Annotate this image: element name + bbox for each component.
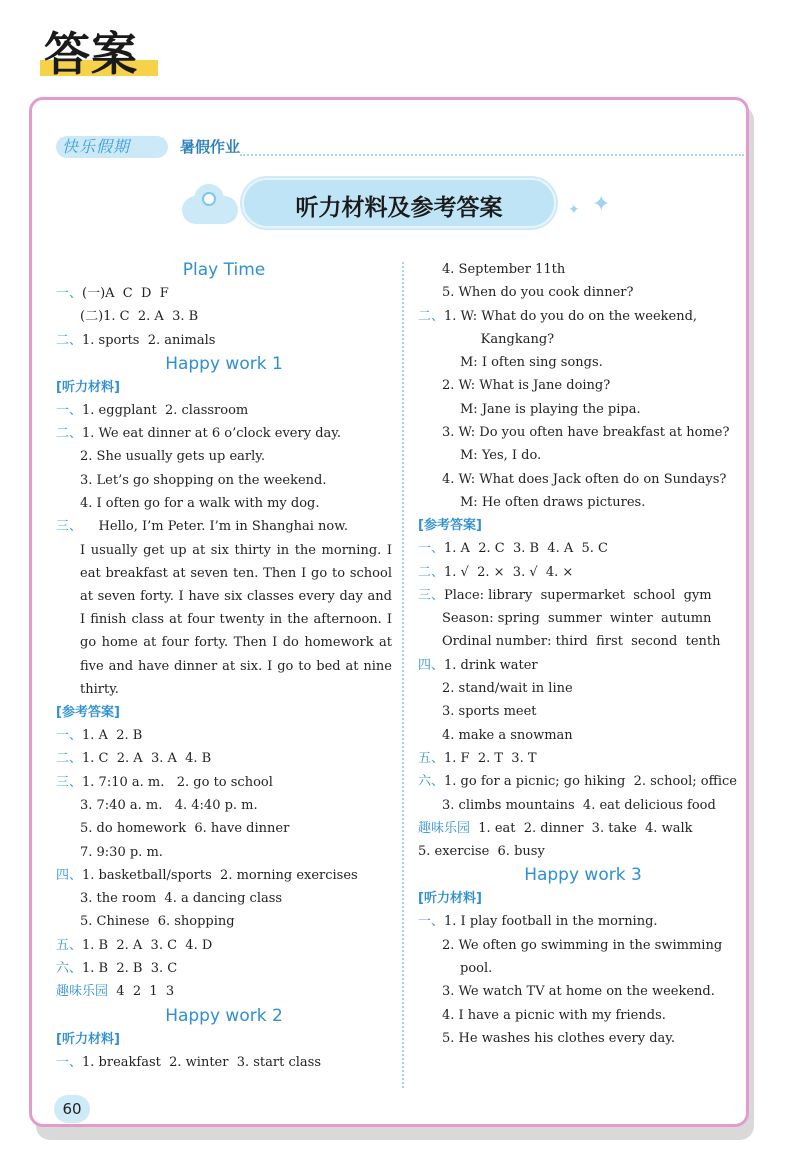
answer-text: 1. breakfast 2. winter 3. start class bbox=[82, 1054, 322, 1070]
answer-text: 4. September 11th bbox=[442, 262, 566, 277]
answer-line bbox=[418, 724, 748, 747]
item-number: 一、 bbox=[418, 914, 445, 930]
answer-line bbox=[56, 329, 392, 352]
answer-line bbox=[418, 398, 748, 421]
answer-text: 1. eat 2. dinner 3. take 4. walk bbox=[470, 820, 693, 836]
answer-text: 5. He washes his clothes every day. bbox=[442, 1030, 676, 1046]
item-number: 一、 bbox=[56, 728, 83, 744]
answer-line bbox=[56, 1051, 392, 1074]
item-number: 一、 bbox=[56, 1054, 83, 1070]
answer-line bbox=[418, 444, 748, 467]
answer-text: 7. 9:30 p. m. bbox=[80, 844, 163, 860]
item-number: 二、 bbox=[56, 332, 83, 348]
answer-text: Kangkang? bbox=[460, 331, 555, 347]
left-column bbox=[56, 258, 392, 1074]
item-number: 四、 bbox=[56, 867, 83, 883]
answer-line bbox=[56, 724, 392, 747]
answer-line bbox=[418, 607, 748, 630]
answer-line bbox=[418, 1004, 748, 1027]
answer-line bbox=[56, 422, 392, 445]
answer-text: 1. sports 2. animals bbox=[82, 332, 216, 348]
answer-text: (二)1. C 2. A 3. B bbox=[80, 309, 199, 325]
answer-text: 1. F 2. T 3. T bbox=[444, 750, 537, 766]
answer-text: 5. When do you cook dinner? bbox=[442, 285, 634, 301]
answer-text: 4. I often go for a walk with my dog. bbox=[80, 496, 320, 512]
answer-line bbox=[56, 399, 392, 422]
subsection-label: [参考答案] bbox=[418, 518, 482, 534]
answer-line bbox=[418, 840, 748, 863]
answer-text: 2. She usually gets up early. bbox=[80, 449, 266, 465]
answer-line bbox=[418, 654, 748, 677]
header-dotted-line bbox=[240, 154, 744, 156]
subsection-label: [听力材料] bbox=[56, 379, 120, 395]
answer-text: 1. √ 2. × 3. √ 4. × bbox=[444, 564, 574, 580]
item-number: 一、 bbox=[418, 541, 445, 557]
answer-line bbox=[418, 468, 748, 491]
answer-line bbox=[56, 980, 392, 1003]
answer-line bbox=[418, 328, 748, 351]
item-number: 三、 bbox=[418, 587, 445, 603]
answer-line bbox=[56, 305, 392, 328]
answer-text: 1. go for a picnic; go hiking 2. school; office bbox=[444, 774, 737, 790]
brand-label: 暑假作业 bbox=[180, 138, 241, 156]
answer-text: 2. stand/wait in line bbox=[442, 681, 573, 697]
answer-text: 2. W: What is Jane doing? bbox=[442, 378, 611, 394]
answer-text: 3. W: Do you often have breakfast at home? bbox=[442, 425, 730, 441]
answer-line bbox=[418, 305, 748, 328]
answer-line bbox=[56, 864, 392, 887]
answer-text: 1. eggplant 2. classroom bbox=[82, 402, 249, 418]
sparkle-icon: ✦ bbox=[568, 202, 580, 218]
answer-line bbox=[56, 445, 392, 468]
brand-script: 快乐假期 bbox=[62, 137, 131, 156]
cloud-icon bbox=[180, 182, 240, 226]
page-title: 答案 bbox=[44, 27, 138, 81]
answer-line bbox=[56, 934, 392, 957]
banner-title: 听力材料及参考答案 bbox=[295, 195, 503, 221]
answer-line bbox=[56, 771, 392, 794]
item-number: 五、 bbox=[418, 750, 445, 766]
answer-line bbox=[418, 421, 748, 444]
answer-line bbox=[418, 491, 748, 514]
subsection-label: [参考答案] bbox=[56, 705, 120, 721]
answer-line bbox=[56, 515, 392, 538]
item-number: 二、 bbox=[56, 751, 83, 767]
answer-text: 5. Chinese 6. shopping bbox=[80, 914, 235, 930]
listening-paragraph: I usually get up at six thirty in the morning. I eat breakfast at seven ten. Then I go to school at seven forty. I have six classes every day and I finish class at four twenty in the afternoon. I go home at four forty. Then I do homework at five and have dinner at six. I go to bed at nine thirty. bbox=[80, 542, 392, 697]
answer-text: 1. B 2. A 3. C 4. D bbox=[82, 937, 213, 953]
answer-line bbox=[418, 561, 748, 584]
answer-text: M: I often sing songs. bbox=[460, 355, 603, 371]
answer-line bbox=[418, 677, 748, 700]
answer-text: 5. do homework 6. have dinner bbox=[80, 821, 290, 837]
answer-text: Season: spring summer winter autumn bbox=[442, 611, 712, 627]
column-divider bbox=[402, 262, 404, 1088]
answer-line bbox=[418, 630, 748, 653]
item-number: 五、 bbox=[56, 937, 83, 953]
sparkle-icon: ✦ bbox=[592, 192, 611, 217]
answer-line bbox=[56, 747, 392, 770]
answer-text: 4 2 1 3 bbox=[108, 984, 175, 1000]
page-number: 60 bbox=[54, 1095, 90, 1123]
section-banner bbox=[180, 178, 630, 230]
item-number: 三、 bbox=[56, 519, 83, 535]
answer-text: 3. sports meet bbox=[442, 704, 537, 720]
answer-line bbox=[56, 910, 392, 933]
answer-text: Hello, I’m Peter. I’m in Shanghai now. bbox=[82, 519, 348, 535]
answer-line bbox=[418, 747, 748, 770]
answer-line bbox=[56, 957, 392, 980]
answer-text: 3. climbs mountains 4. eat delicious food bbox=[442, 797, 716, 813]
answer-line bbox=[418, 258, 748, 281]
answer-line bbox=[56, 887, 392, 910]
answer-text: 1. drink water bbox=[444, 657, 538, 673]
answer-text: 3. the room 4. a dancing class bbox=[80, 891, 283, 907]
answer-line bbox=[418, 281, 748, 304]
answer-text: Ordinal number: third first second tenth bbox=[442, 634, 721, 650]
answer-text: 3. Let’s go shopping on the weekend. bbox=[80, 472, 327, 488]
item-number: 六、 bbox=[418, 774, 445, 790]
answer-text: 1. W: What do you do on the weekend, bbox=[444, 308, 698, 324]
right-column bbox=[418, 258, 748, 1050]
answer-line bbox=[418, 957, 748, 980]
item-number: 六、 bbox=[56, 961, 83, 977]
subsection-label: [听力材料] bbox=[56, 1031, 120, 1047]
brand-logo bbox=[56, 128, 256, 158]
answer-line bbox=[56, 469, 392, 492]
answer-text: 1. 7:10 a. m. 2. go to school bbox=[82, 774, 273, 790]
answer-text: 3. We watch TV at home on the weekend. bbox=[442, 984, 715, 1000]
banner-pill bbox=[242, 178, 556, 228]
answer-text: 4. I have a picnic with my friends. bbox=[442, 1007, 666, 1023]
answer-text: M: He often draws pictures. bbox=[460, 494, 646, 510]
answer-line bbox=[418, 794, 748, 817]
answer-line bbox=[418, 537, 748, 560]
item-number: 四、 bbox=[418, 657, 445, 673]
answer-text: M: Jane is playing the pipa. bbox=[460, 401, 641, 417]
answer-text: 3. 7:40 a. m. 4. 4:40 p. m. bbox=[80, 797, 258, 813]
answer-line bbox=[56, 282, 392, 305]
answer-text: 1. A 2. B bbox=[82, 728, 143, 744]
answer-text: 1. C 2. A 3. A 4. B bbox=[82, 751, 212, 767]
answer-text: (一)A C D F bbox=[82, 286, 169, 301]
answer-line bbox=[418, 910, 748, 933]
item-number: 三、 bbox=[56, 774, 83, 790]
section-heading: Play Time bbox=[182, 260, 266, 280]
subsection-label: [听力材料] bbox=[418, 891, 482, 907]
item-number: 二、 bbox=[56, 426, 83, 442]
item-number: 趣味乐园 bbox=[56, 984, 109, 1000]
item-number: 一、 bbox=[56, 286, 83, 301]
item-number: 一、 bbox=[56, 402, 83, 418]
page-title-block bbox=[44, 18, 158, 81]
answer-text: 5. exercise 6. busy bbox=[418, 844, 545, 860]
answer-text: 2. We often go swimming in the swimming bbox=[442, 937, 723, 953]
answer-text: Place: library supermarket school gym bbox=[444, 587, 712, 603]
answer-text: 1. We eat dinner at 6 o’clock every day. bbox=[82, 426, 342, 442]
answer-text: 1. I play football in the morning. bbox=[444, 914, 658, 930]
answer-text: 4. W: What does Jack often do on Sundays? bbox=[442, 471, 727, 487]
section-heading: Happy work 1 bbox=[165, 353, 283, 374]
answer-text: 1. basketball/sports 2. morning exercises bbox=[82, 867, 358, 883]
item-number: 趣味乐园 bbox=[418, 820, 471, 836]
answer-text: 4. make a snowman bbox=[442, 727, 573, 743]
item-number: 二、 bbox=[418, 564, 445, 580]
answer-text: pool. bbox=[460, 961, 493, 977]
answer-line bbox=[418, 1027, 748, 1050]
answer-line bbox=[418, 700, 748, 723]
answer-line bbox=[56, 817, 392, 840]
answer-line bbox=[418, 374, 748, 397]
answer-line bbox=[418, 980, 748, 1003]
answer-line bbox=[418, 351, 748, 374]
answer-text: M: Yes, I do. bbox=[460, 448, 542, 464]
answer-line bbox=[418, 934, 748, 957]
section-heading: Happy work 3 bbox=[524, 865, 642, 886]
answer-line bbox=[418, 770, 748, 793]
answer-line bbox=[56, 794, 392, 817]
section-heading: Happy work 2 bbox=[165, 1005, 283, 1026]
answer-text: 1. A 2. C 3. B 4. A 5. C bbox=[444, 541, 608, 557]
answer-line bbox=[418, 584, 748, 607]
answer-text: 1. B 2. B 3. C bbox=[82, 961, 178, 977]
answer-line bbox=[56, 841, 392, 864]
answer-line bbox=[56, 492, 392, 515]
item-number: 二、 bbox=[418, 308, 445, 324]
answer-line bbox=[418, 817, 748, 840]
